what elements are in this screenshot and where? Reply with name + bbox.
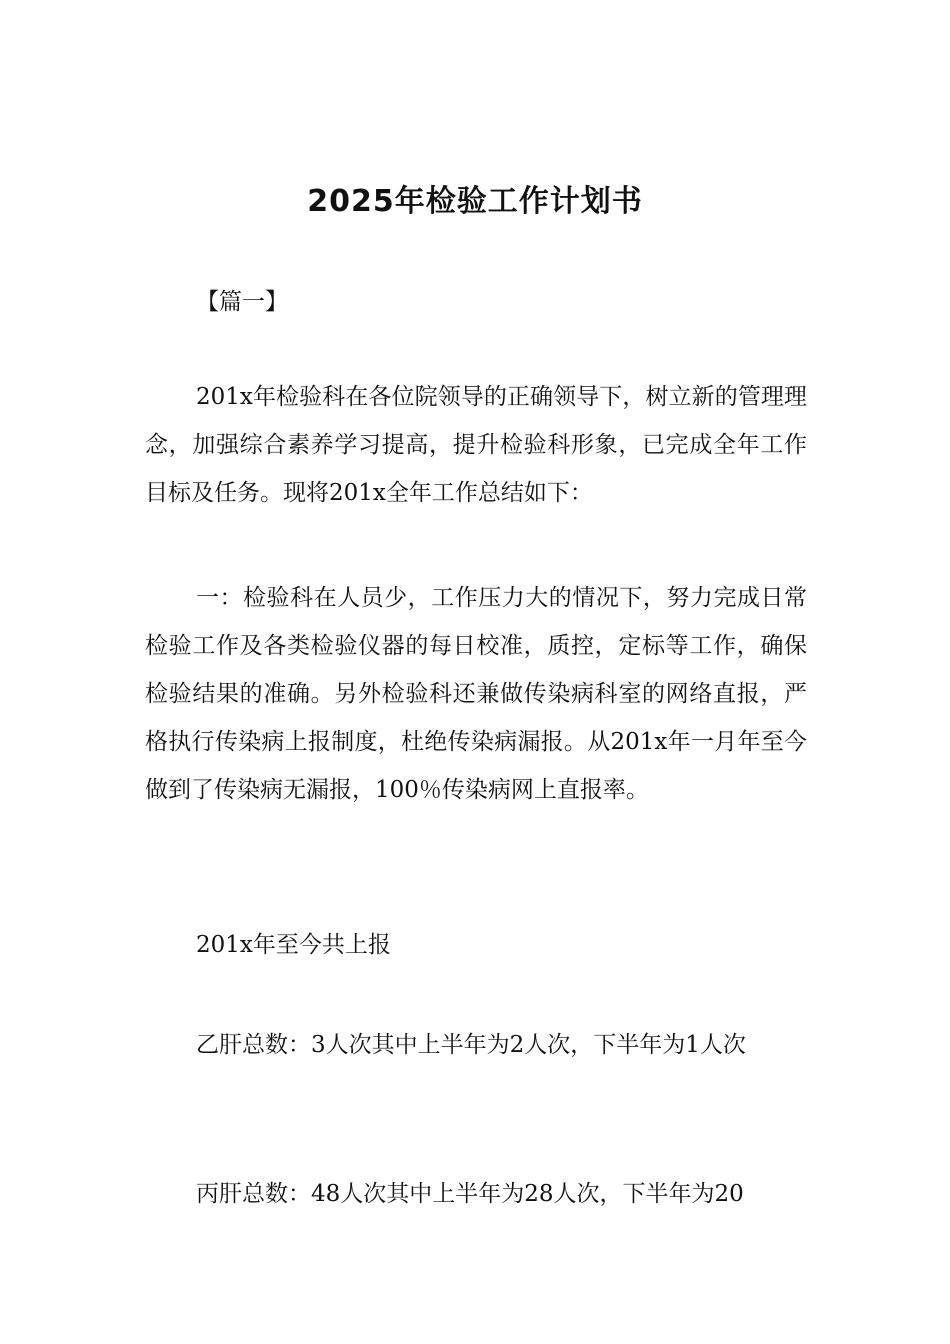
paragraph-hepatitis-b: 乙肝总数：3人次其中上半年为2人次，下半年为1人次 [196, 1032, 746, 1058]
paragraph-item-one: 一：检验科在人员少，工作压力大的情况下，努力完成日常检验工作及各类检验仪器的每日校准，质控，定标等工作，确保检验结果的准确。另外检验科还兼做传染病科室的网络直报，严格执行传染病上报制度，杜绝传染病漏报。从201x年一月年至今做到了传染病无漏报，100％传染病网上直报率。 [145, 585, 807, 803]
section-label: 【篇一】 [196, 289, 288, 315]
paragraph-intro: 201x年检验科在各位院领导的正确领导下，树立新的管理理念，加强综合素养学习提高，提升检验科形象，已完成全年工作目标及任务。现将201x全年工作总结如下： [145, 384, 807, 506]
paragraph-hepatitis-c: 丙肝总数：48人次其中上半年为28人次，下半年为20 [196, 1181, 744, 1207]
document-title: 2025年检验工作计划书 [307, 184, 643, 219]
paragraph-report-heading: 201x年至今共上报 [196, 932, 391, 958]
